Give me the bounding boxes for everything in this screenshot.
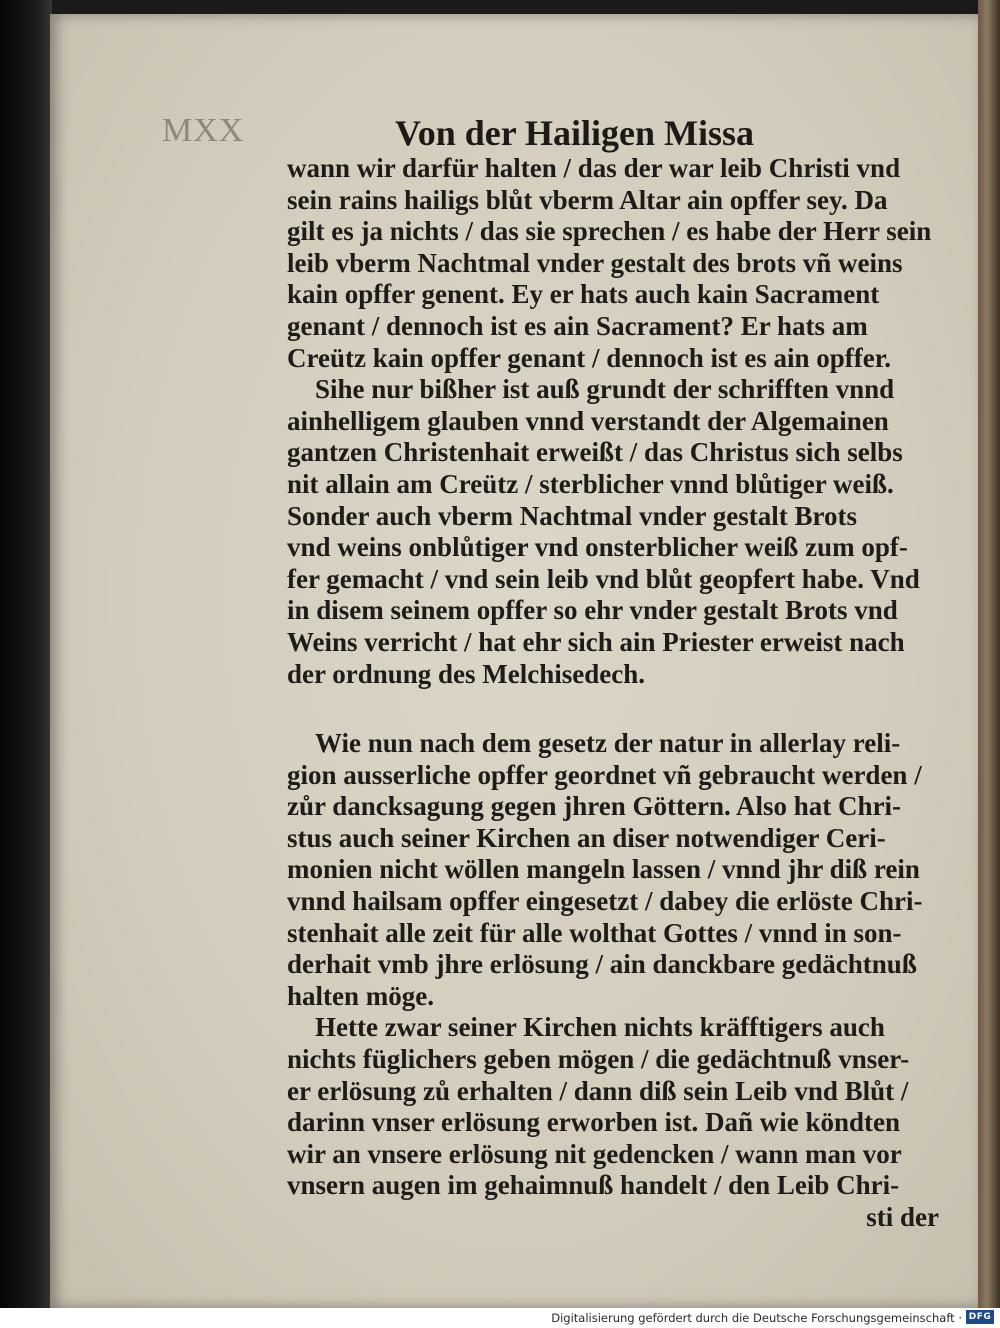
text-line: leib vberm Nachtmal vnder gestalt des brots vñ weins xyxy=(287,247,903,278)
text-line: vnsern augen im gehaimnuß handelt / den Leib Chri- xyxy=(287,1170,900,1201)
funding-credit: Digitalisierung gefördert durch die Deutsche Forschungsgemeinschaft · xyxy=(551,1311,962,1325)
dfg-logo: DFG xyxy=(966,1310,994,1324)
text-line: gilt es ja nichts / das sie sprechen / es habe der Herr sein xyxy=(287,216,932,247)
paragraph-gap xyxy=(287,690,947,728)
running-head: Von der Hailigen Missa xyxy=(395,113,755,153)
text-line: Hette zwar seiner Kirchen nichts kräfftigers auch xyxy=(315,1012,885,1043)
text-line: vnnd hailsam opffer eingesetzt / dabey die erlöste Chri- xyxy=(287,886,923,917)
text-line: der ordnung des Melchisedech. xyxy=(287,658,646,689)
text-line: nichts füglichers geben mögen / die gedächtnuß vnser- xyxy=(287,1044,910,1075)
text-line: sti der xyxy=(866,1202,939,1232)
text-line: nit allain am Creütz / sterblicher vnnd blůtiger weiß. xyxy=(287,468,894,499)
text-line: derhait vmb jhre erlösung / ain danckbare gedächtnuß xyxy=(287,949,917,980)
text-line: gantzen Christenhait erweißt / das Christus sich selbs xyxy=(287,437,903,468)
text-line: in disem seinem opffer so ehr vnder gestalt Brots vnd xyxy=(287,595,898,626)
text-line: gion ausserliche opffer geordnet vñ gebraucht werden / xyxy=(287,759,922,790)
text-line: wann wir darfür halten / das der war leib Christi vnd xyxy=(287,153,901,183)
text-line: Wie nun nach dem gesetz der natur in allerlay reli- xyxy=(315,728,901,759)
text-line: vnd weins onblůtiger vnd onsterblicher weiß zum opf- xyxy=(287,532,908,563)
text-line: Weins verricht / hat ehr sich ain Priester erweist nach xyxy=(287,626,905,657)
folio-number: MXX xyxy=(162,112,245,149)
text-line: Sonder auch vberm Nachtmal vnder gestalt Brots xyxy=(287,500,857,531)
text-line: genant / dennoch ist es ain Sacrament? Er hats am xyxy=(287,310,868,341)
text-line: sein rains hailigs blůt vberm Altar ain opffer sey. Da xyxy=(287,184,888,215)
text-line: Creütz kain opffer genant / dennoch ist es ain opffer. xyxy=(287,342,892,373)
text-line: wir an vnsere erlösung nit gedencken / wann man vor xyxy=(287,1138,902,1169)
page-edge xyxy=(978,0,1000,1308)
book-spine xyxy=(0,0,52,1308)
text-line: darinn vnser erlösung erworben ist. Dañ wie köndten xyxy=(287,1107,901,1138)
text-line: er erlösung zů erhalten / dann diß sein Leib vnd Blůt / xyxy=(287,1075,909,1106)
text-line: Sihe nur bißher ist auß grundt der schrifften vnnd xyxy=(315,374,895,405)
text-line: fer gemacht / vnd sein leib vnd blůt geopfert habe. Vnd xyxy=(287,563,920,594)
text-line: zůr dancksagung gegen jhren Göttern. Also hat Chri- xyxy=(287,791,902,822)
text-line: stus auch seiner Kirchen an diser notwendiger Ceri- xyxy=(287,822,886,853)
text-line: halten möge. xyxy=(287,980,434,1011)
page-text-block xyxy=(287,153,947,1234)
text-line: kain opffer genent. Ey er hats auch kain Sacrament xyxy=(287,279,880,310)
text-line: ainhelligem glauben vnnd verstandt der Algemainen xyxy=(287,405,889,436)
text-line: monien nicht wöllen mangeln lassen / vnnd jhr diß rein xyxy=(287,854,920,885)
text-line: stenhait alle zeit für alle wolthat Gottes / vnnd in son- xyxy=(287,917,902,948)
